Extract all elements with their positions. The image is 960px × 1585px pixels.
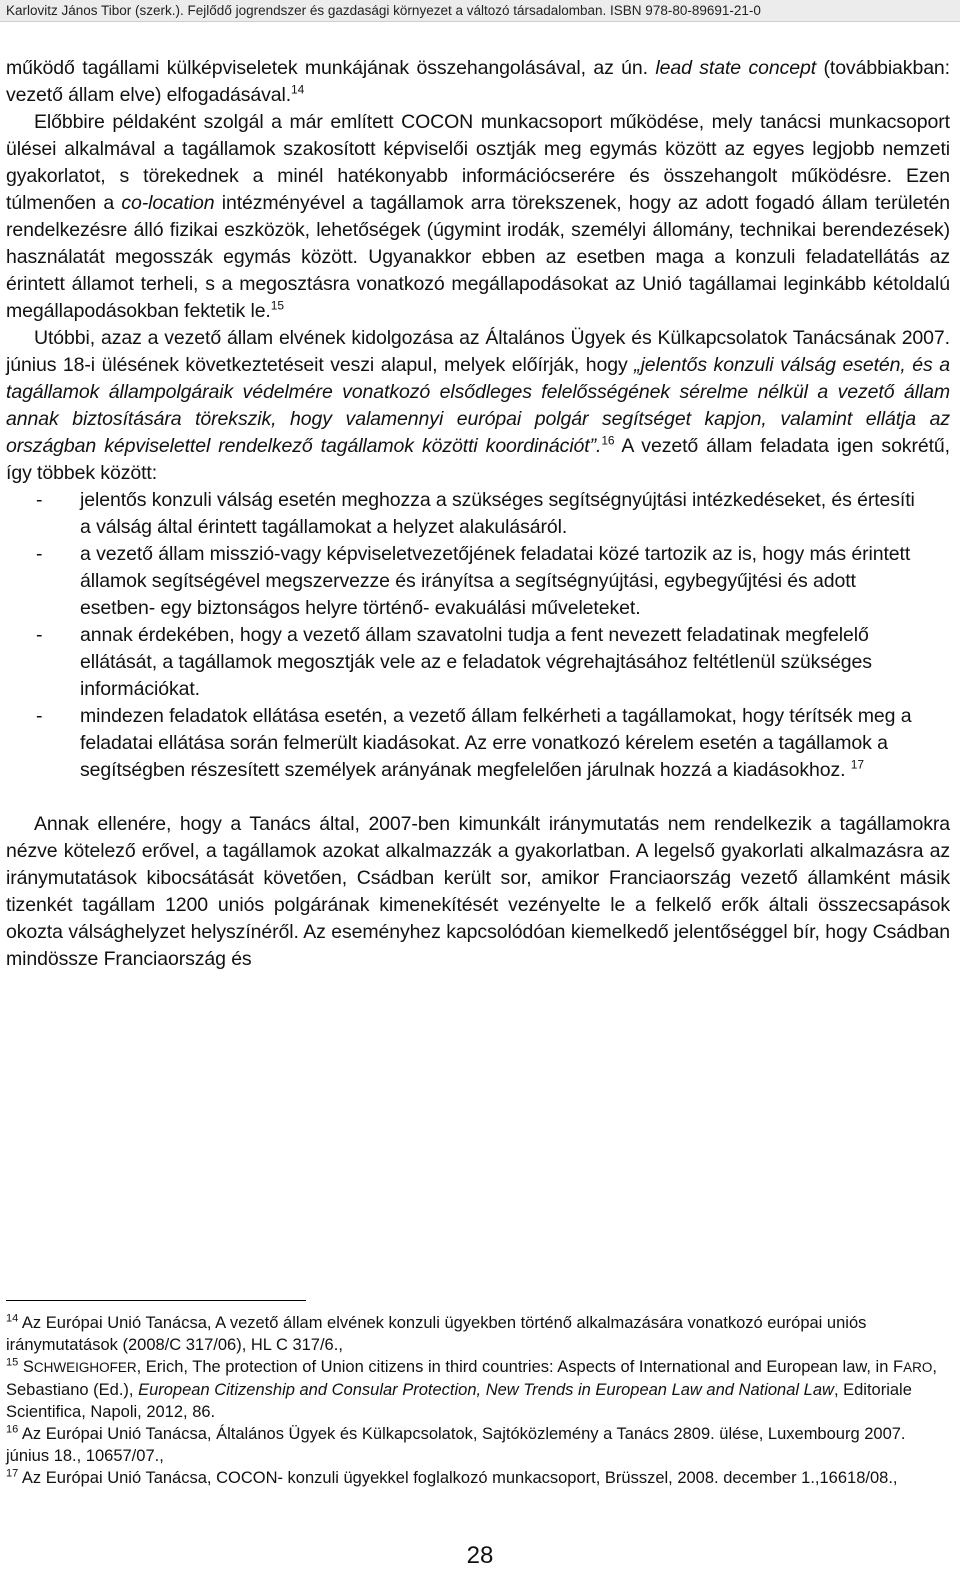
list-item-text: mindezen feladatok ellátása esetén, a vezető állam felkérheti a tagállamokat, hogy térítsék meg a feladatai ellátása során felmerült kiadásokat. Az erre vonatkozó kérelem esetén a tagállamok a segítségben részesített személyek arányának megfelelően járulnak hozzá a kiadásokhoz.: [80, 705, 912, 781]
italic-term: co-location: [121, 192, 215, 214]
list-item-text: annak érdekében, hogy a vezető állam szavatolni tudja a fent nevezett feladatinak megfelelő ellátását, a tagállamok megosztják vele az e feladatok végrehajtásához feltétlenül szükséges információkat.: [80, 624, 872, 700]
dash-marker: -: [36, 489, 43, 511]
footnote-number: 17: [6, 1467, 19, 1480]
editor-smallcaps: ARO: [903, 1360, 933, 1375]
footnotes: [6, 1312, 950, 1489]
text-span: intézményével a tagállamok arra törekszenek, hogy az adott fogadó állam területén rendelkezésre álló fizikai eszközök, lehetőségek (úgymint irodák, személyi állomány, technikai berendezések) használatát megosszák egymás között. Ugyanakkor ebben az esetben maga a konzuli feladatellátás az érintett államot terheli, s a megosztásra vonatkozó megállapodásokat az Unió tagállamai leginkább kétoldalú megállapodásokban fektetik le.: [6, 192, 951, 322]
paragraph-gap: [6, 784, 950, 811]
footnote-15: [6, 1356, 950, 1423]
paragraph-4: Annak ellenére, hogy a Tanács által, 2007-ben kimunkált iránymutatás nem rendelkezik a tagállamokra nézve kötelező erővel, a tagállamok azokat alkalmazzák a gyakorlatban. A legelső gyakorlati alkalmazásra az iránymutatások kibocsátását követően, Csádban került sor, amikor Franciaország vezető államként másik tizenkét tagállam 1200 uniós polgárának kimenekítését vezényelte le a felkelő erők általi összecsapások okozta válsághelyzet helyszínéről. Az eseményhez kapcsolódóan kiemelkedő jelentőséggel bír, hogy Csádban mindössze Franciaország és: [6, 813, 950, 970]
paragraph-1: [6, 55, 950, 109]
book-title: European Citizenship and Consular Protection, New Trends in European Law and National Law: [138, 1381, 834, 1399]
footnote-ref[interactable]: 14: [291, 82, 305, 97]
footnote-14: [6, 1312, 950, 1356]
footnote-text: Az Európai Unió Tanácsa, A vezető állam elvének konzuli ügyekben történő alkalmazására vonatkozó európai uniós iránymutatások (2008/C 317/06), HL C 317/6.,: [6, 1314, 867, 1354]
list-item-text: a vezető állam misszió-vagy képviseletvezetőjének feladatai közé tartozik az is, hogy más érintett államok segítségével megszervezze és irányítsa a segítségnyújtási, egybegyűjtési és adott esetben- egy biztonságos helyre történő- evakuálási műveleteket.: [80, 543, 911, 619]
paragraph-2: [6, 109, 950, 325]
footnote-number: 16: [6, 1423, 19, 1436]
list-item: [6, 622, 950, 703]
running-header: Karlovitz János Tibor (szerk.). Fejlődő jogrendszer és gazdasági környezet a változó társadalomban. ISBN 978-80-89691-21-0: [0, 0, 960, 22]
footnote-text: , Editoriale Scientifica, Napoli, 2012, 86.: [6, 1381, 912, 1421]
footnote-text: Az Európai Unió Tanácsa, Általános Ügyek és Külkapcsolatok, Sajtóközlemény a Tanács 2809. ülése, Luxembourg 2007. június 18., 10657/07.,: [6, 1425, 906, 1465]
footnote-separator: [6, 1300, 306, 1301]
footnote-17: [6, 1467, 950, 1489]
list-item: [6, 541, 950, 622]
page-number: 28: [466, 1542, 494, 1569]
text-span: (továbbiakban: vezető állam elve) elfogadásával.: [6, 57, 950, 106]
author-smallcaps: CHWEIGHOFER: [33, 1360, 137, 1375]
footnote-ref[interactable]: 17: [850, 757, 864, 772]
text-span: A vezető állam feladata igen sokrétű, így többek között:: [6, 435, 950, 484]
list-item: [6, 487, 950, 541]
text-span: működő tagállami külképviseletek munkájának összehangolásával, az ún.: [6, 57, 656, 79]
footnote-number: 14: [6, 1312, 19, 1325]
text-span: Előbbire példaként szolgál a már említett COCON munkacsoport működése, mely tanácsi munkacsoport ülései alkalmával a tagállamok szakosított képviselői osztják meg egymás között az egyes legjobb nemzeti gyakorlatot, s törekednek a minél hatékonyabb információcserére és összehangolt működésre. Ezen túlmenően a: [6, 111, 950, 214]
footnote-text: Az Európai Unió Tanácsa, COCON- konzuli ügyekkel foglalkozó munkacsoport, Brüsszel, 2008. december 1.,16618/08.,: [18, 1469, 898, 1487]
italic-quote: „jelentős konzuli válság esetén, és a tagállamok állampolgáraik védelmére vonatkozó elsődleges felelősségének sérelme nélkül a vezető állam annak biztosítására törekszik, hogy valamennyi európai polgár segítséget kapjon, valamint ellátja az országban képviselettel rendelkező tagállamok közötti koordinációt”.: [6, 354, 950, 457]
italic-term: lead state concept: [655, 57, 817, 79]
author-initial: S: [22, 1358, 34, 1376]
list-item: [6, 703, 950, 784]
task-list: [6, 487, 950, 784]
text-span: Utóbbi, azaz a vezető állam elvének kidolgozása az Általános Ügyek és Külkapcsolatok Tanácsának 2007. június 18-i ülésének következtetéseit veszi alapul, melyek előírják, hogy: [6, 327, 950, 376]
footnote-ref[interactable]: 15: [270, 298, 284, 313]
footnote-text: , Erich, The protection of Union citizens in third countries: Aspects of International and European law, in: [136, 1358, 893, 1376]
dash-marker: -: [36, 543, 43, 565]
paragraph-3: [6, 325, 950, 487]
footnote-16: [6, 1423, 950, 1467]
list-item-text: jelentős konzuli válság esetén meghozza a szükséges segítségnyújtási intézkedéseket, és értesíti a válság által érintett tagállamokat a helyzet alakulásáról.: [80, 489, 915, 538]
dash-marker: -: [36, 624, 43, 646]
footnote-ref[interactable]: 16: [601, 433, 615, 448]
footnote-text: , Sebastiano (Ed.),: [6, 1358, 937, 1399]
dash-marker: -: [36, 705, 43, 727]
footnote-number: 15: [6, 1356, 19, 1369]
page-body: [6, 55, 950, 973]
editor-initial: F: [892, 1358, 904, 1376]
